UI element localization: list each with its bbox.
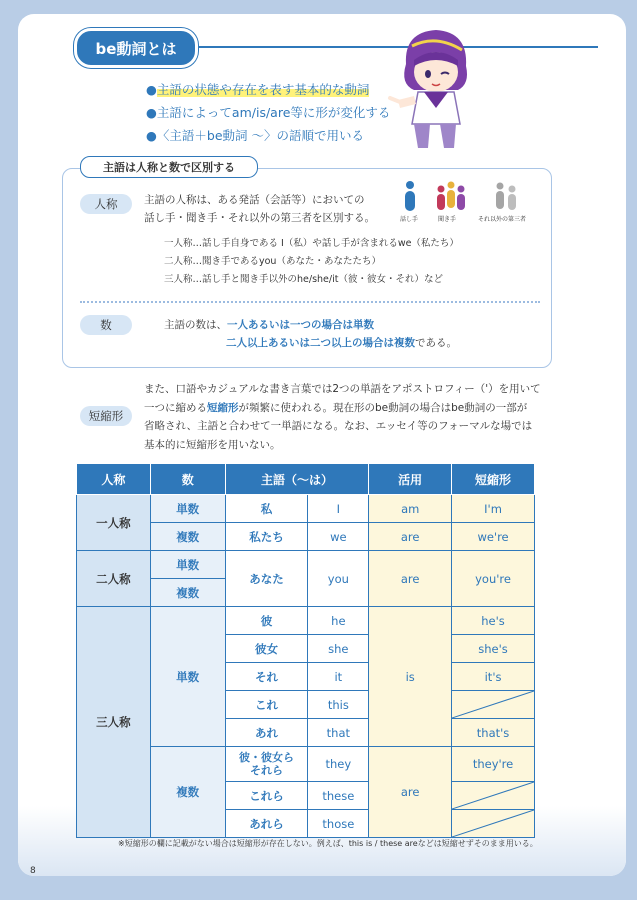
para-line-4: 基本的に短縮形を用いない。: [144, 438, 281, 451]
cell-subject-en: that: [308, 719, 369, 747]
cell-verb: are: [369, 523, 452, 551]
cell-short-empty: [452, 782, 535, 810]
person-desc-2: 話し手・聞き手・それ以外の第三者を区別する。: [144, 212, 375, 224]
cell-verb: are: [369, 551, 452, 607]
cell-subject-jp: これら: [225, 782, 308, 810]
footnote: ※短縮形の欄に記載がない場合は短縮形が存在しない。例えば、this is / these areなどは短縮せずそのまま用いる。: [118, 839, 538, 848]
cell-number: 複数: [150, 747, 225, 838]
cell-short-empty: [452, 691, 535, 719]
cell-subject-jp: あれ: [225, 719, 308, 747]
cell-subject-en: they: [308, 747, 369, 782]
second-person-desc: 二人称…聞き手であるyou（あなた・あなたたち）: [164, 256, 381, 267]
bullet-2: ●主語によってam/is/are等に形が変化する: [146, 105, 391, 120]
cell-subject-en: she: [308, 635, 369, 663]
cell-second-person: 二人称: [77, 551, 151, 607]
cell-short-empty: [452, 810, 535, 838]
cell-first-person: 一人称: [77, 495, 151, 551]
cell-verb: am: [369, 495, 452, 523]
table-row: [77, 495, 535, 523]
summary-bullets: [146, 78, 390, 147]
para-line-2: 一つに縮める短縮形が頻繁に使われる。現在形のbe動詞の場合はbe動詞の一部が: [144, 401, 528, 414]
cell-number: 単数: [150, 495, 225, 523]
table-header-row: [77, 464, 535, 495]
para-line-3: 省略され、主語と合わせて一単語になる。なお、エッセイ等のフォーマルな場では: [144, 420, 533, 432]
people-icon: [394, 180, 544, 216]
cell-short: that's: [452, 719, 535, 747]
th-person: 人称: [77, 464, 151, 495]
bullet-1: ●主語の状態や存在を表す基本的な動詞: [146, 82, 370, 97]
cell-short: it's: [452, 663, 535, 691]
cell-short: we're: [452, 523, 535, 551]
label-speaker: 話し手: [400, 216, 419, 223]
bullet-3: ●〈主語＋be動詞 〜〉の語順で用いる: [146, 128, 365, 143]
empty-slash: [452, 691, 534, 718]
cell-subject-jp: 彼女: [225, 635, 308, 663]
tag-person: 人称: [80, 194, 132, 214]
person-icons: [394, 180, 544, 230]
cell-subject-jp: これ: [225, 691, 308, 719]
section-title: be動詞とは: [74, 28, 198, 68]
cell-number: 複数: [150, 579, 225, 607]
cell-subject-en: I: [308, 495, 369, 523]
cell-short: I'm: [452, 495, 535, 523]
label-listener: 聞き手: [438, 216, 457, 223]
cell-subject-en: this: [308, 691, 369, 719]
cell-short: you're: [452, 551, 535, 607]
tag-number: 数: [80, 315, 132, 335]
cell-verb: are: [369, 747, 452, 838]
label-others: それ以外の第三者: [478, 216, 527, 223]
cell-subject-jp: あなた: [225, 551, 308, 607]
cell-subject-en: he: [308, 607, 369, 635]
contraction-paragraph: [144, 380, 546, 454]
page-number: 8: [30, 866, 36, 876]
empty-slash: [452, 782, 534, 809]
cell-short: he's: [452, 607, 535, 635]
cell-subject-jp: 彼・彼女ら それら: [225, 747, 308, 782]
cell-subject-jp: 私たち: [225, 523, 308, 551]
cell-subject-jp: それ: [225, 663, 308, 691]
box-title: 主語は人称と数で区別する: [80, 156, 258, 178]
cell-number: 単数: [150, 607, 225, 747]
number-line-1: 主語の数は、一人あるいは一つの場合は単数: [164, 319, 374, 331]
th-number: 数: [150, 464, 225, 495]
table-row: [77, 607, 535, 635]
first-person-desc: 一人称…話し手自身である I（私）や話し手が含まれるwe（私たち）: [164, 238, 459, 249]
cell-short: she's: [452, 635, 535, 663]
cell-subject-en: these: [308, 782, 369, 810]
cell-number: 単数: [150, 551, 225, 579]
cell-subject-jp: 彼: [225, 607, 308, 635]
third-person-desc: 三人称…話し手と聞き手以外のhe/she/it（彼・彼女・それ）など: [164, 274, 443, 285]
cell-third-person: 三人称: [77, 607, 151, 838]
be-verb-table: [76, 463, 535, 838]
mascot-character-illustration: [384, 24, 484, 154]
empty-slash: [452, 810, 534, 837]
tag-contraction: 短縮形: [80, 406, 132, 426]
para-line-1: また、口語やカジュアルな書き言葉では2つの単語をアポストロフィー（'）を用いて: [144, 383, 541, 395]
cell-number: 複数: [150, 523, 225, 551]
person-desc-1: 主語の人称は、ある発話（会話等）においての: [144, 194, 365, 206]
cell-subject-jp: 私: [225, 495, 308, 523]
number-line-2: 二人以上あるいは二つ以上の場合は複数である。: [226, 337, 457, 349]
cell-verb: is: [369, 607, 452, 747]
dotted-divider: [80, 301, 540, 303]
cell-subject-en: it: [308, 663, 369, 691]
cell-subject-en: we: [308, 523, 369, 551]
th-short: 短縮形: [452, 464, 535, 495]
table-row: [77, 551, 535, 579]
th-subject: 主語（〜は）: [225, 464, 369, 495]
cell-subject-en: those: [308, 810, 369, 838]
cell-short: they're: [452, 747, 535, 782]
th-verb: 活用: [369, 464, 452, 495]
cell-subject-jp: あれら: [225, 810, 308, 838]
cell-subject-en: you: [308, 551, 369, 607]
